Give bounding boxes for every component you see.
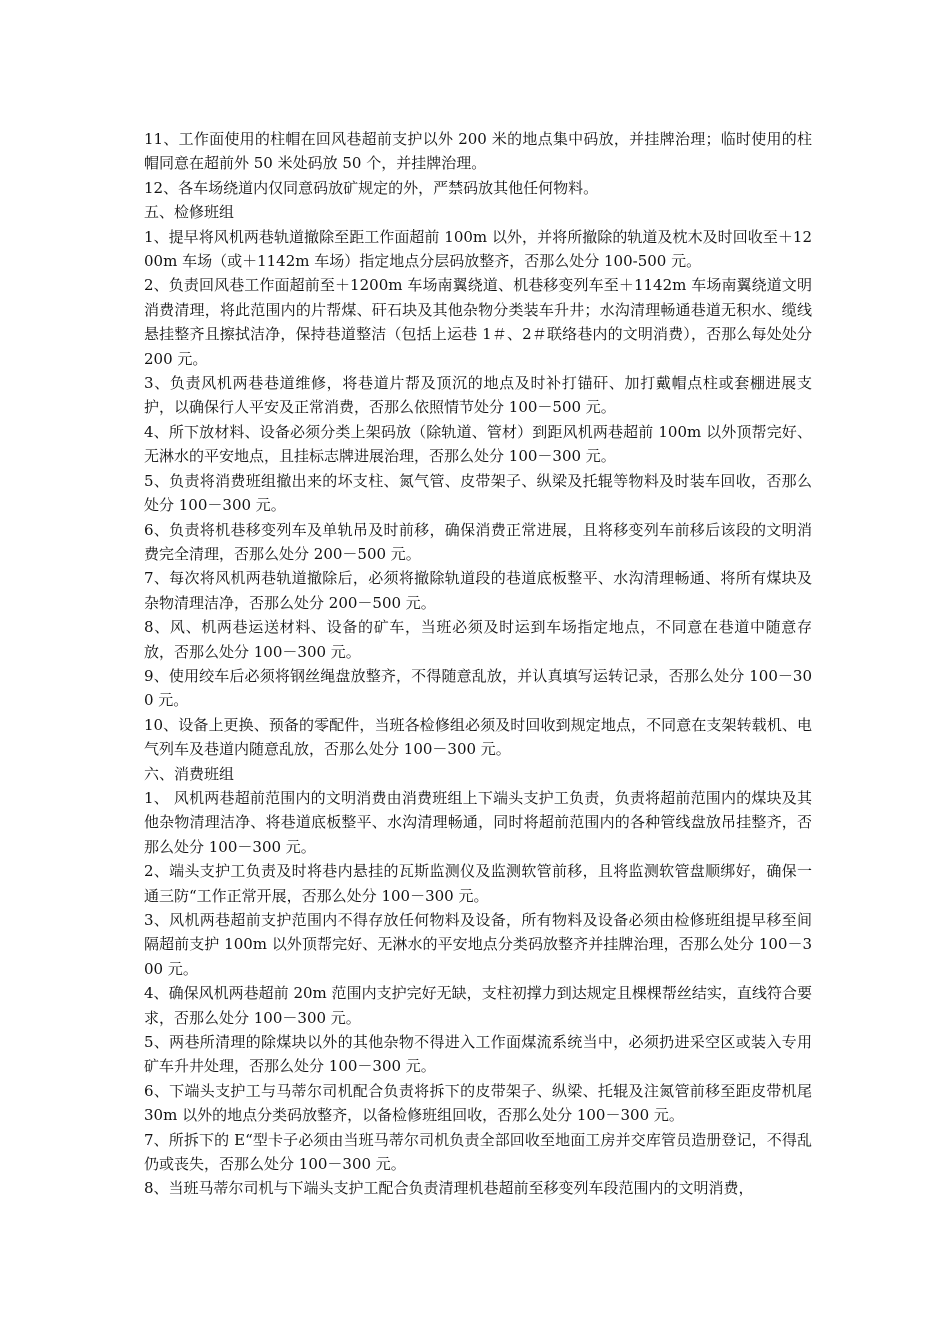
production-item-1: 1、 风机两巷超前范围内的文明消费由消费班组上下端头支护工负责，负责将超前范围内的煤块及其他杂物清理洁净、将巷道底板整平、水沟清理畅通，同时将超前范围内的各种管线盘放吊挂整齐，否那么处分 100－300 元。 <box>144 788 812 856</box>
production-item-8: 8、当班马蒂尔司机与下端头支护工配合负责清理机巷超前至移变列车段范围内的文明消费， <box>144 1179 754 1198</box>
maintenance-item-5: 5、负责将消费班组撤出来的坏支柱、氮气管、皮带架子、纵梁及托辊等物料及时装车回收，否那么处分 100－300 元。 <box>144 471 812 515</box>
document-page <box>144 127 812 1201</box>
production-item-2: 2、端头支护工负责及时将巷内悬挂的瓦斯监测仪及监测软管前移，且将监测软管盘顺绑好，确保一通三防“工作正常开展，否那么处分 100－300 元。 <box>144 862 812 905</box>
maintenance-item-7: 7、每次将风机两巷轨道撤除后，必须将撤除轨道段的巷道底板整平、水沟清理畅通、将所有煤块及杂物清理洁净，否那么处分 200－500 元。 <box>144 569 812 612</box>
maintenance-item-6: 6、负责将机巷移变列车及单轨吊及时前移，确保消费正常进展，且将移变列车前移后该段的文明消费完全清理，否那么处分 200－500 元。 <box>144 520 812 563</box>
maintenance-item-3: 3、负责风机两巷巷道维修，将巷道片帮及顶沉的地点及时补打锚矸、加打戴帽点柱或套棚进展支护，以确保行人平安及正常消费，否那么依照情节处分 100－500 元。 <box>144 374 812 417</box>
maintenance-item-10: 10、设备上更换、预备的零配件，当班各检修组必须及时回收到规定地点，不同意在支架转载机、电气列车及巷道内随意乱放，否那么处分 100－300 元。 <box>144 715 812 759</box>
production-item-4: 4、确保风机两巷超前 20m 范围内支护完好无缺，支柱初撑力到达规定且棵棵帮丝结实，直线符合要求，否那么处分 100－300 元。 <box>144 984 812 1027</box>
paragraph-11: 11、工作面使用的柱帽在回风巷超前支护以外 200 米的地点集中码放，并挂牌治理；临时使用的柱帽同意在超前外 50 米处码放 50 个，并挂牌治理。 <box>144 130 812 173</box>
maintenance-item-1: 1、提早将风机两巷轨道撤除至距工作面超前 100m 以外，并将所撤除的轨道及枕木及时回收至＋1200m 车场（或＋1142m 车场）指定地点分层码放整齐，否那么处分 100-500 元。 <box>144 227 812 271</box>
production-item-3: 3、风机两巷超前支护范围内不得存放任何物料及设备，所有物料及设备必须由检修班组提早移至间隔超前支护 100m 以外顶帮完好、无淋水的平安地点分类码放整齐并挂牌治理，否那么处分 100－300 元。 <box>144 911 812 978</box>
section-heading-maintenance: 五、检修班组 <box>144 203 235 222</box>
maintenance-item-4: 4、所下放材料、设备必须分类上架码放（除轨道、管材）到距风机两巷超前 100m 以外顶帮完好、无淋水的平安地点，且挂标志牌进展治理，否那么处分 100－300 元。 <box>144 422 812 466</box>
maintenance-item-9: 9、使用绞车后必须将钢丝绳盘放整齐，不得随意乱放，并认真填写运转记录，否那么处分 100－300 元。 <box>144 666 812 710</box>
production-item-5: 5、两巷所清理的除煤块以外的其他杂物不得进入工作面煤流系统当中，必须扔进采空区或装入专用矿车升井处理，否那么处分 100－300 元。 <box>144 1033 812 1076</box>
maintenance-item-2: 2、负责回风巷工作面超前至＋1200m 车场南翼绕道、机巷移变列车至＋1142m 车场南翼绕道文明消费清理，将此范围内的片帮煤、矸石块及其他杂物分类装车升井；水沟清理畅通巷道无积水、缆线悬挂整齐且擦拭洁净，保持巷道整洁（包括上运巷 1＃、2＃联络巷内的文明消费），否那么每处处分 200 元。 <box>144 276 812 368</box>
maintenance-item-8: 8、风、机两巷运送材料、设备的矿车，当班必须及时运到车场指定地点，不同意在巷道中随意存放，否那么处分 100－300 元。 <box>144 618 812 661</box>
section-heading-production: 六、消费班组 <box>144 764 235 783</box>
production-item-6: 6、下端头支护工与马蒂尔司机配合负责将拆下的皮带架子、纵梁、托辊及注氮管前移至距皮带机尾 30m 以外的地点分类码放整齐，以备检修班组回收，否那么处分 100－300 元。 <box>144 1081 812 1125</box>
paragraph-12: 12、各车场绕道内仅同意码放矿规定的外，严禁码放其他任何物料。 <box>144 178 599 197</box>
production-item-7: 7、所拆下的 E“型卡子必须由当班马蒂尔司机负责全部回收至地面工房并交库管员造册登记，不得乱仍或丧失，否那么处分 100－300 元。 <box>144 1130 812 1174</box>
